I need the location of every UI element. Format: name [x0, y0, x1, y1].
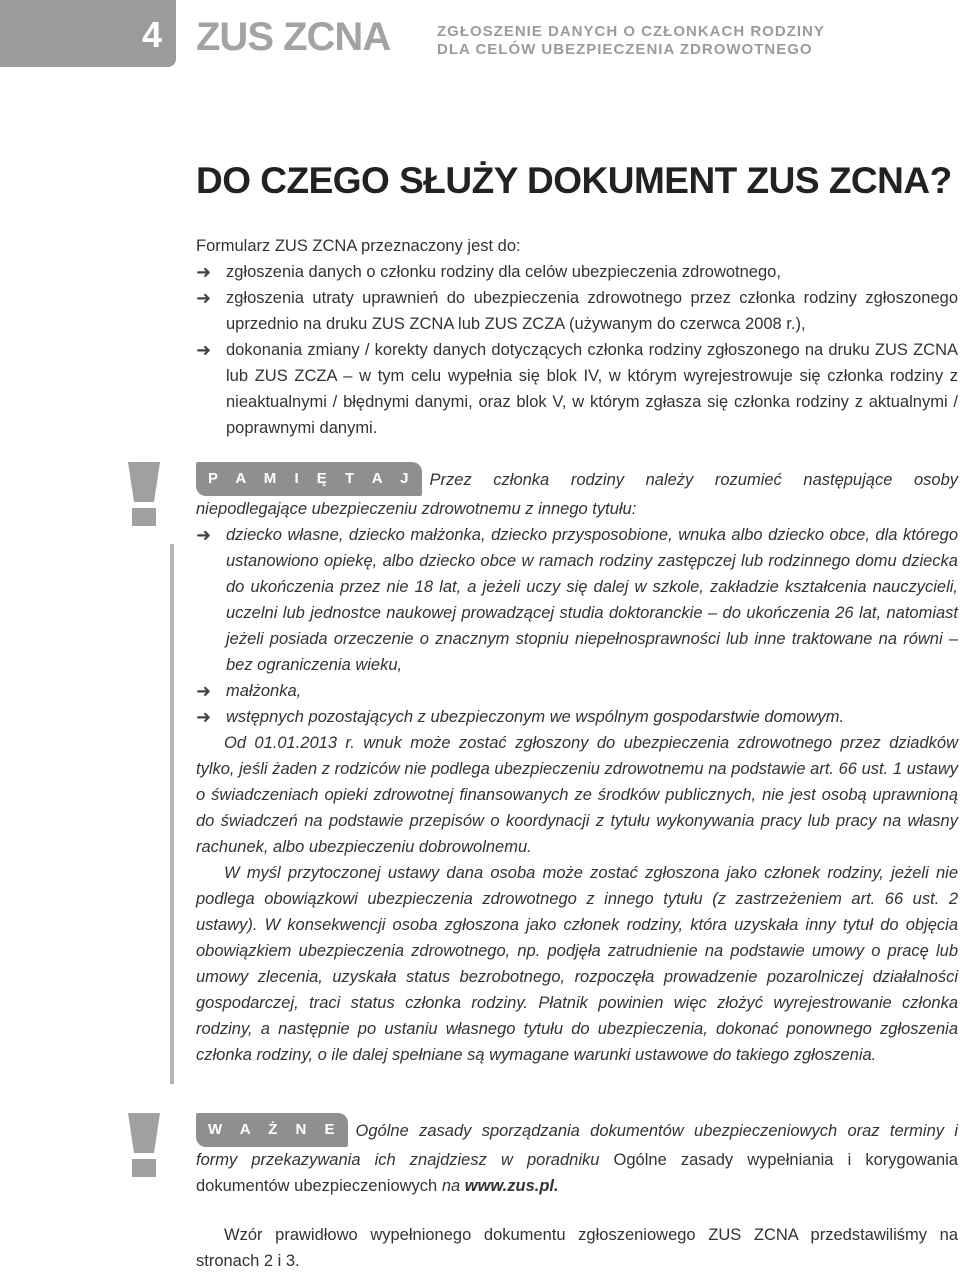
guide-title: Ogólne zasady wypełniania i korygowania dokumentów ubezpieczeniowych — [196, 1151, 958, 1195]
subtitle-line-2: DLA CELÓW UBEZPIECZENIA ZDROWOTNEGO — [437, 41, 813, 58]
arrow-right-icon: ➜ — [196, 525, 212, 545]
arrow-right-icon: ➜ — [196, 262, 212, 282]
intro-section — [196, 233, 958, 441]
exclamation-icon — [120, 462, 168, 526]
exclamation-icon — [120, 1113, 168, 1177]
page-number: 4 — [142, 14, 163, 55]
website-link[interactable]: www.zus.pl. — [464, 1177, 559, 1195]
remember-sidebar-line — [170, 544, 174, 1084]
section-heading: DO CZEGO SŁUŻY DOKUMENT ZUS ZCNA? — [196, 160, 952, 201]
remember-lead: P A M I Ę T A J Przez członka rodziny należy rozumieć następujące osoby niepodlegające ubezpieczeniu zdrowotnemu z innego tytułu: — [196, 462, 958, 522]
important-text: W A Ż N E Ogólne zasady sporządzania dokumentów ubezpieczeniowych oraz terminy i formy przekazywania ich znajdziesz w poradniku Ogólne zasady wypełniania i korygowania dokumentów ubezpieczeniowych na www.zus.pl. — [196, 1113, 958, 1199]
remember-paragraph-2: W myśl przytoczonej ustawy dana osoba może zostać zgłoszona jako członek rodziny, jeżeli nie podlega obowiązkowi ubezpieczenia zdrowotnego z innego tytułu (z zastrzeżeniem art. 66 ust. 2 ustawy). W konsekwencji osoba zgłoszona jako członek rodziny, która uzyskała inny tytuł do objęcia obowiązkiem ubezpieczenia zdrowotnego, np. podjęła zatrudnienie na podstawie umowy o pracę lub umowy zlecenia, uzyskała status bezrobotnego, rozpoczęła prowadzenie pozarolniczej działalności gospodarczej, traci status członka rodziny. Płatnik powinien więc złożyć wyrejestrowanie członka rodziny, a następnie po ustaniu własnego tytułu do ubezpieczenia, dokonać ponownego zgłoszenia członka rodziny, o ile dalej spełniane są wymagane warunki ustawowe do takiego zgłoszenia. — [196, 864, 958, 1064]
important-label: W A Ż N E — [196, 1113, 348, 1147]
document-code: ZUS ZCNA — [196, 15, 391, 59]
arrow-right-icon: ➜ — [196, 681, 212, 701]
subtitle-line-1: ZGŁOSZENIE DANYCH O CZŁONKACH RODZINY — [437, 23, 825, 40]
list-item: ➜ małżonka, — [196, 678, 958, 704]
list-item: ➜ zgłoszenia danych o członku rodziny dla celów ubezpieczenia zdrowotnego, — [196, 259, 958, 285]
remember-label: P A M I Ę T A J — [196, 462, 422, 496]
footer-note: Wzór prawidłowo wypełnionego dokumentu zgłoszeniowego ZUS ZCNA przedstawiliśmy na stronach 2 i 3. — [196, 1226, 958, 1270]
arrow-right-icon: ➜ — [196, 288, 212, 308]
purpose-list — [196, 259, 958, 441]
arrow-right-icon: ➜ — [196, 340, 212, 360]
intro-text: Formularz ZUS ZCNA przeznaczony jest do: — [196, 237, 521, 255]
remember-box — [196, 462, 958, 1068]
list-item: ➜ dziecko własne, dziecko małżonka, dziecko przysposobione, wnuka albo dziecko obce, dla którego ustanowiono opiekę, albo dziecko obce w ramach rodziny zastępczej lub rodzinnego domu dziecka do ukończenia przez nie 18 lat, a jeżeli uczy się dalej w szkole, zakładzie kształcenia nauczycieli, uczelni lub jednostce naukowej prowadzącej studia doktoranckie – do ukończenia 26 lat, natomiast jeżeli posiada orzeczenie o znacznym stopniu niepełnosprawności lub inne traktowane na równi – bez ograniczenia wieku, — [196, 522, 958, 678]
list-item: ➜ dokonania zmiany / korekty danych dotyczących członka rodziny zgłoszonego na druku ZUS ZCNA lub ZUS ZCZA – w tym celu wypełnia się blok IV, w którym wyrejestrowuje się członka rodziny z nieaktualnymi / błędnymi danymi, oraz blok V, w którym zgłasza się członka rodziny z aktualnymi / poprawnymi danymi. — [196, 337, 958, 441]
important-box — [196, 1113, 958, 1199]
list-item: ➜ wstępnych pozostających z ubezpieczonym we wspólnym gospodarstwie domowym. — [196, 704, 958, 730]
list-item: ➜ zgłoszenia utraty uprawnień do ubezpieczenia zdrowotnego przez członka rodziny zgłoszonego uprzednio na druku ZUS ZCNA lub ZUS ZCZA (używanym do czerwca 2008 r.), — [196, 285, 958, 337]
document-subtitle — [437, 23, 825, 59]
family-member-list — [196, 522, 958, 730]
remember-paragraph-1: Od 01.01.2013 r. wnuk może zostać zgłoszony do ubezpieczenia zdrowotnego przez dziadków tylko, jeśli żaden z rodziców nie podlega ubezpieczeniu zdrowotnemu na podstawie art. 66 ust. 1 ustawy o świadczeniach opieki zdrowotnej finansowanych ze środków publicznych, nie jest osobą uprawnioną do świadczeń na podstawie przepisów o koordynacji z tytułu wykonywania pracy lub pracy na własny rachunek, albo ubezpieczeniu dobrowolnemu. — [196, 734, 958, 856]
arrow-right-icon: ➜ — [196, 707, 212, 727]
